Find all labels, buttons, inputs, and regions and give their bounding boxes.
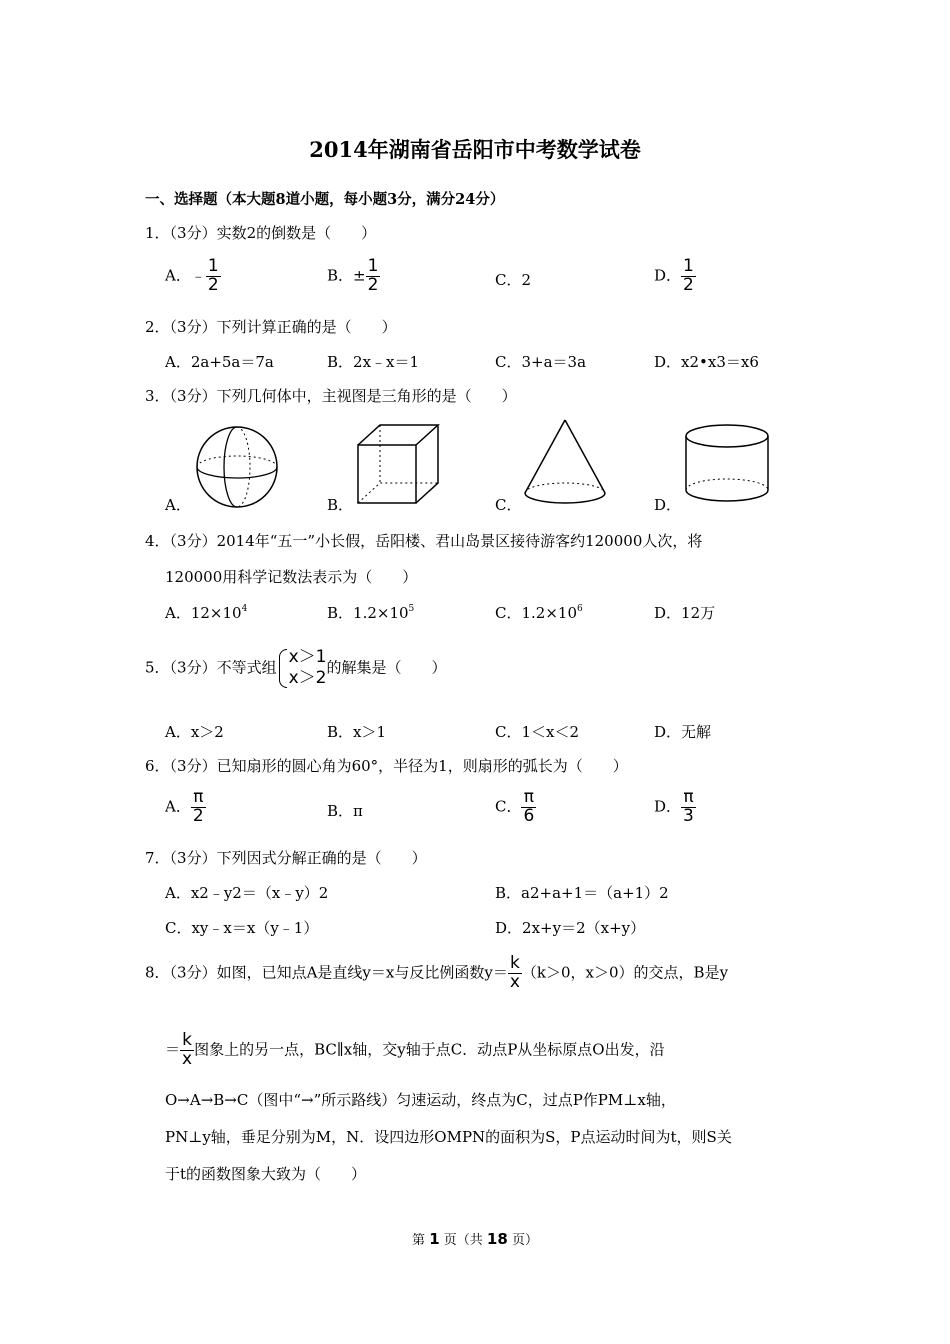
q5-stem: 5．（3分）不等式组 x＞1 x＞2 的解集是（ ）: [145, 647, 447, 689]
q4-option-a[interactable]: A．$12\times 10^4$: [165, 604, 248, 622]
q6-option-b[interactable]: B．π: [327, 802, 363, 820]
q1-option-c[interactable]: C．2: [495, 271, 532, 289]
sphere-figure: [190, 420, 285, 515]
q5-option-b[interactable]: B．x＞1: [327, 723, 387, 741]
inequality-system: x＞1 x＞2: [277, 647, 327, 690]
cube-figure: [350, 420, 445, 515]
page-footer: 第 1 页（共 18 页）: [412, 1230, 538, 1248]
q8-line5: 于t的函数图象大致为（ ）: [165, 1165, 367, 1183]
cone-figure: [518, 415, 613, 515]
q4-option-c[interactable]: C．$1.2\times 10^6$: [495, 604, 583, 622]
q2-option-b[interactable]: B．2x﹣x＝1: [327, 353, 420, 371]
q3-option-d[interactable]: D．: [654, 496, 682, 514]
q2-option-d[interactable]: D．x2•x3＝x6: [654, 353, 759, 371]
q6-option-d[interactable]: D． $\frac{\pi}{3}$: [654, 787, 694, 826]
q4-stem-line2: 120000用科学记数法表示为（ ）: [165, 568, 418, 586]
q6-option-c[interactable]: C． $\frac{\pi}{6}$: [495, 787, 535, 826]
q5-option-d[interactable]: D．无解: [654, 723, 712, 741]
q3-option-c[interactable]: C．: [495, 496, 522, 514]
q4-option-b[interactable]: B．$1.2\times 10^5$: [327, 604, 415, 622]
q8-line1: 8．（3分）如图，已知点A是直线y＝x与反比例函数y＝ $\frac{k}{x}$ （k＞0，x＞0）的交点，B是y: [145, 953, 729, 992]
q7-stem: 7．（3分）下列因式分解正确的是（ ）: [145, 849, 427, 867]
q1-option-a[interactable]: A．﹣ $\frac{1}{2}$: [165, 256, 219, 295]
q4-option-d[interactable]: D．12万: [654, 604, 716, 622]
q7-option-b[interactable]: B．a2+a+1＝（a+1）2: [495, 884, 669, 902]
q4-stem-line1: 4．（3分）2014年“五一”小长假，岳阳楼、君山岛景区接待游客约120000人次，将: [145, 532, 703, 550]
q6-stem: 6．（3分）已知扇形的圆心角为60°，半径为1，则扇形的弧长为（ ）: [145, 757, 628, 775]
cylinder-figure: [680, 420, 775, 510]
q7-option-c[interactable]: C．xy﹣x＝x（y﹣1）: [165, 919, 319, 937]
q7-option-d[interactable]: D．2x+y＝2（x+y）: [495, 919, 646, 937]
q8-line2: ＝ $\frac{k}{x}$ 图象上的另一点，BC∥x轴，交y轴于点C．动点P从坐标原点O出发，沿: [165, 1030, 665, 1069]
q1-option-d[interactable]: D． $\frac{1}{2}$: [654, 256, 694, 295]
q8-line4: PN⊥y轴，垂足分别为M，N．设四边形OMPN的面积为S，P点运动时间为t，则S关: [165, 1128, 732, 1146]
q8-line3: O→A→B→C（图中“→”所示路线）匀速运动，终点为C，过点P作PM⊥x轴，: [165, 1091, 676, 1109]
q2-option-a[interactable]: A．2a+5a＝7a: [165, 353, 274, 371]
section-heading: 一、选择题（本大题8道小题，每小题3分，满分24分）: [145, 191, 505, 208]
page-title: 2014年湖南省岳阳市中考数学试卷: [309, 137, 641, 162]
q3-option-a[interactable]: A．: [165, 496, 191, 514]
q2-stem: 2．（3分）下列计算正确的是（ ）: [145, 318, 397, 336]
q6-option-a[interactable]: A． $\frac{\pi}{2}$: [165, 787, 204, 826]
q1-stem: 1．（3分）实数2的倒数是（ ）: [145, 224, 377, 242]
q1-option-b[interactable]: B．± $\frac{1}{2}$: [327, 256, 379, 295]
q3-option-b[interactable]: B．: [327, 496, 354, 514]
q7-option-a[interactable]: A．x2﹣y2＝（x﹣y）2: [165, 884, 329, 902]
q5-option-c[interactable]: C．1＜x＜2: [495, 723, 580, 741]
q5-option-a[interactable]: A．x＞2: [165, 723, 224, 741]
q3-stem: 3．（3分）下列几何体中，主视图是三角形的是（ ）: [145, 387, 517, 405]
q2-option-c[interactable]: C．3+a＝3a: [495, 353, 587, 371]
